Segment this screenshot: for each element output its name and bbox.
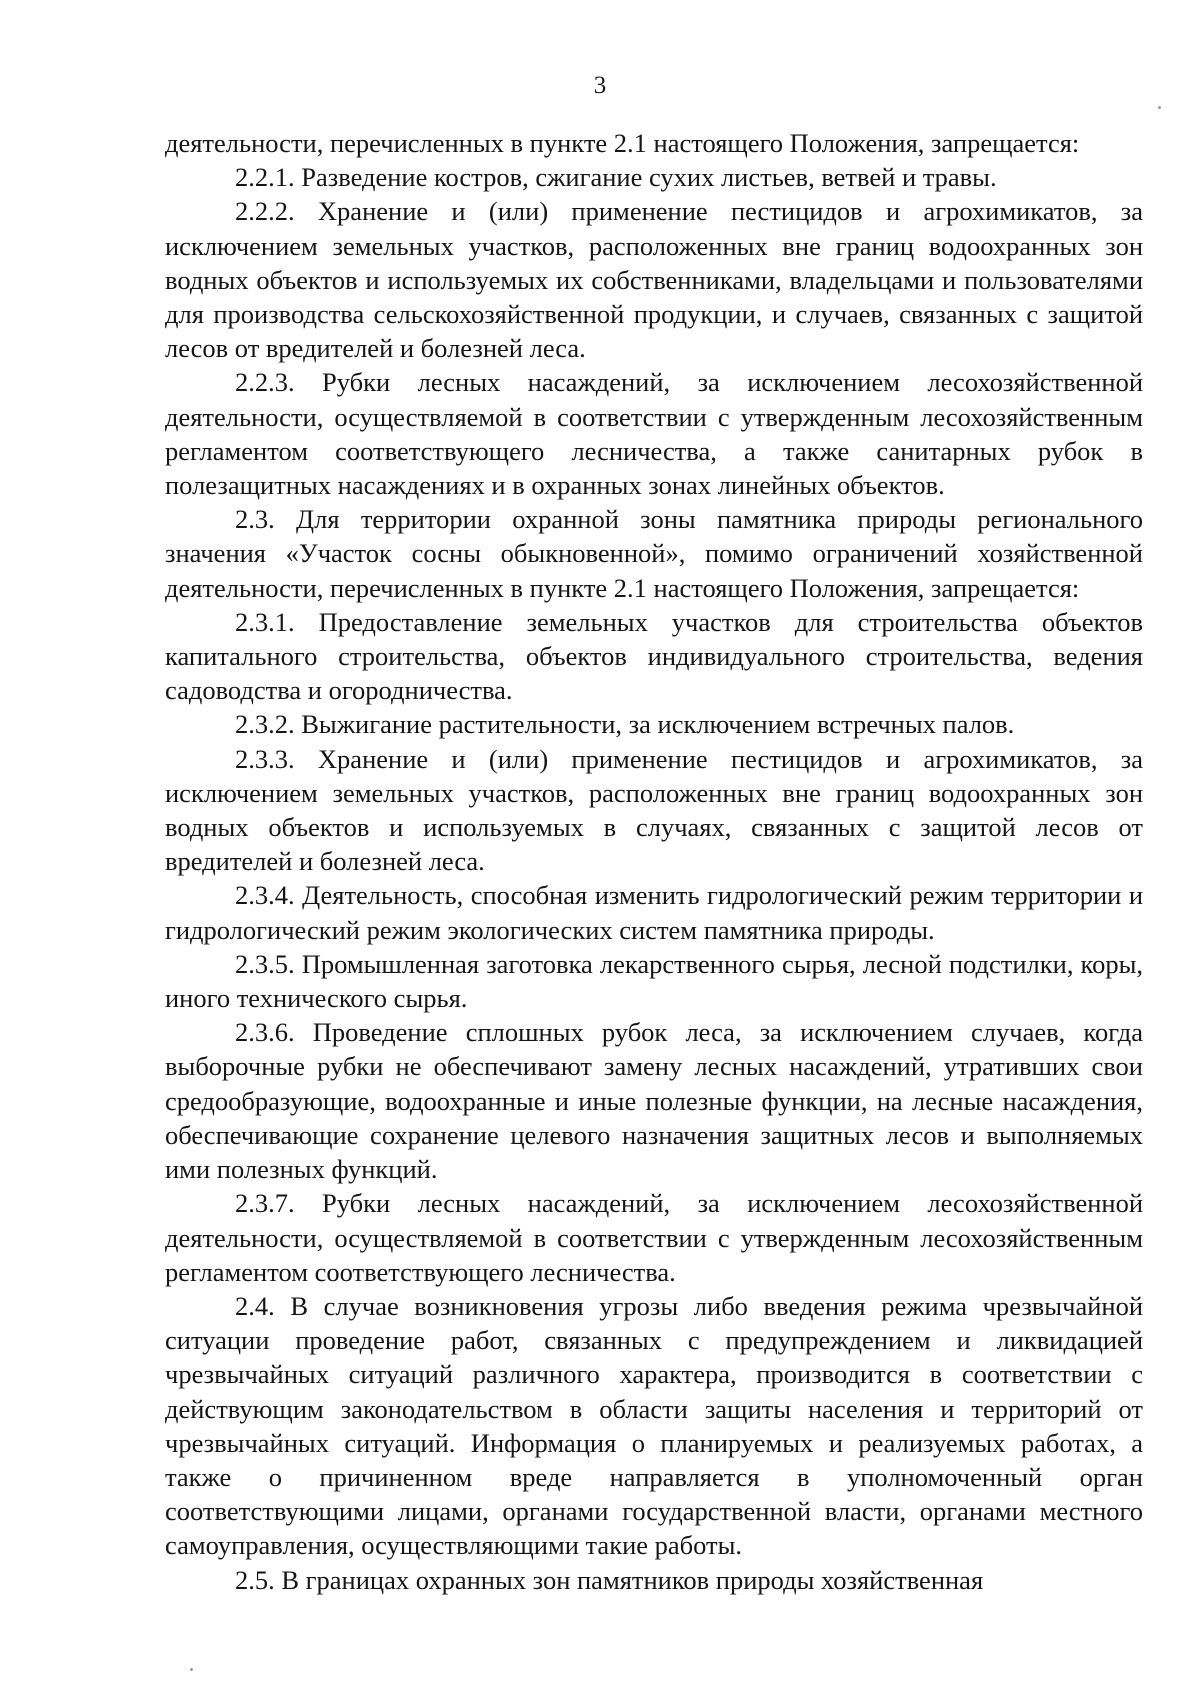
paragraph-2-2-2: 2.2.2. Хранение и (или) применение пестицидов и агрохимикатов, за исключением земельных участков, расположенных вне границ водоохранных зон водных объектов и используемых их собственниками, владельцами и пользователями для производства сельскохозяйственной продукции, и случаев, связанных с защитой лесов от вредителей и болезней леса. [165, 196, 1143, 364]
page-number: 3 [593, 72, 607, 99]
paragraph-2-3-3: 2.3.3. Хранение и (или) применение пестицидов и агрохимикатов, за исключением земельных участков, расположенных вне границ водоохранных зон водных объектов и используемых в случаях, связанных с защитой лесов от вредителей и болезней леса. [165, 743, 1143, 877]
paragraph-2-3-7: 2.3.7. Рубки лесных насаждений, за исключением лесохозяйственной деятельности, осуществляемой в соответствии с утвержденным лесохозяйственным регламентом соответствующего лесничества. [165, 1188, 1143, 1287]
paragraph-2-3-4: 2.3.4. Деятельность, способная изменить гидрологический режим территории и гидрологический режим экологических систем памятника природы. [165, 880, 1143, 945]
paragraph-2-3-2: 2.3.2. Выжигание растительности, за исключением встречных палов. [235, 709, 1015, 740]
paragraph-2-4: 2.4. В случае возникновения угрозы либо введения режима чрезвычайной ситуации проведение работ, связанных с предупреждением и ликвидацией чрезвычайных ситуаций различного характера, производится в соответствии с действующим законодательством в области защиты населения и территорий от чрезвычайных ситуаций. Информация о планируемых и реализуемых работах, а также о причиненном вреде направляется в уполномоченный орган соответствующими лицами, органами государственной власти, органами местного самоуправления, осуществляющими такие работы. [165, 1290, 1143, 1561]
paragraph-continuation: деятельности, перечисленных в пункте 2.1 настоящего Положения, запрещается: [165, 128, 1080, 158]
document-body [165, 126, 1143, 1597]
paragraph-2-3: 2.3. Для территории охранной зоны памятника природы регионального значения «Участок сосны обыкновенной», помимо ограничений хозяйственной деятельности, перечисленных в пункте 2.1 настоящего Положения, запрещается: [165, 504, 1143, 603]
paragraph-2-3-6: 2.3.6. Проведение сплошных рубок леса, за исключением случаев, когда выборочные рубки не обеспечивают замену лесных насаждений, утративших свои средообразующие, водоохранные и иные полезные функции, на лесные насаждения, обеспечивающие сохранение целевого назначения защитных лесов и выполняемых ими полезных функций. [165, 1017, 1143, 1185]
scan-artifact [190, 1668, 193, 1671]
paragraph-2-3-5: 2.3.5. Промышленная заготовка лекарственного сырья, лесной подстилки, коры, иного технического сырья. [165, 948, 1143, 1014]
paragraph-2-2-1: 2.2.1. Разведение костров, сжигание сухих листьев, ветвей и травы. [235, 162, 997, 193]
paragraph-2-3-1: 2.3.1. Предоставление земельных участков для строительства объектов капитального строительства, объектов индивидуального строительства, ведения садоводства и огородничества. [165, 606, 1143, 706]
paragraph-2-5: 2.5. В границах охранных зон памятников природы хозяйственная [235, 1564, 984, 1595]
paragraph-2-2-3: 2.2.3. Рубки лесных насаждений, за исключением лесохозяйственной деятельности, осуществляемой в соответствии с утвержденным лесохозяйственным регламентом соответствующего лесничества, а также санитарных рубок в полезащитных насаждениях и в охранных зонах линейных объектов. [165, 367, 1143, 501]
scan-artifact [1158, 106, 1161, 109]
